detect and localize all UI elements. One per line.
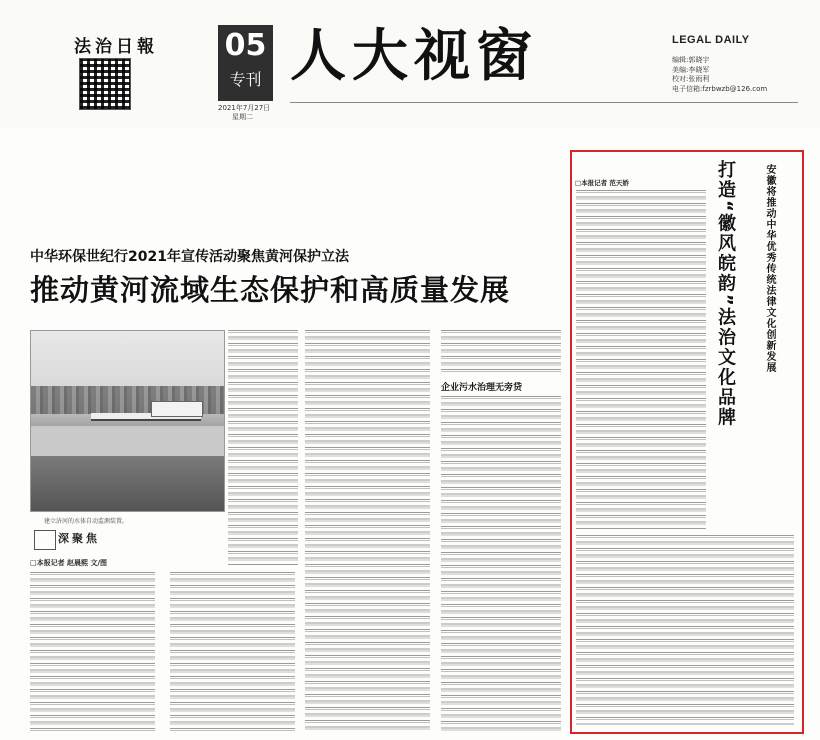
lead-body-col-2-top: [228, 330, 298, 565]
lead-headline: 推动黄河流域生态保护和高质量发展: [30, 273, 511, 307]
newspaper-name: 法治日報: [74, 37, 158, 57]
right-body-top: [576, 190, 706, 530]
staff-credits: [672, 56, 767, 94]
staff-proofreader: 校对:张雨利: [672, 75, 710, 83]
lead-byline: □本报记者 赵晨熙 文/图: [30, 559, 108, 567]
weekday-text: 星期二: [232, 113, 253, 121]
lead-body-col-4-top: [441, 330, 561, 374]
staff-editor: 编辑:郭晓宇: [672, 56, 710, 64]
masthead-divider: [290, 102, 798, 103]
page-number: 05: [224, 28, 267, 63]
staff-art-editor: 美编:李晓军: [672, 65, 710, 74]
right-byline: □本报记者 范天娇: [575, 179, 629, 187]
column-stamp-label: 深聚焦: [58, 532, 100, 545]
photo-water: [31, 426, 224, 456]
right-headline: 打造“徽风皖韵”法治文化品牌: [715, 160, 736, 428]
photo-caption: 建立济河的水体自动监测装置。: [44, 518, 129, 525]
legal-daily-label: LEGAL DAILY: [672, 34, 750, 46]
right-subhead: 安徽将推动中华优秀传统法律文化创新发展: [764, 164, 775, 373]
lead-subhead: 企业污水治理无旁贷: [441, 383, 523, 393]
page-label: 专刊: [229, 70, 262, 89]
lead-body-col-1: [30, 572, 155, 732]
page-title: 人大视窗: [290, 24, 538, 89]
lead-body-col-4: [441, 396, 561, 732]
issue-date: [218, 104, 270, 122]
qr-code: [79, 58, 131, 110]
column-stamp-icon: [34, 530, 56, 550]
staff-email: 电子信箱:fzrbwzb@126.com: [672, 84, 768, 93]
lead-body-col-3: [305, 330, 430, 732]
lead-photo: [30, 330, 225, 512]
photo-monitoring-station: [151, 401, 203, 417]
right-body-bottom: [576, 535, 794, 725]
lead-body-col-2: [170, 572, 295, 732]
lead-kicker: 中华环保世纪行2021年宣传活动聚焦黄河保护立法: [30, 249, 349, 265]
date-text: 2021年7月27日: [218, 104, 271, 112]
page-number-box: [218, 25, 273, 101]
